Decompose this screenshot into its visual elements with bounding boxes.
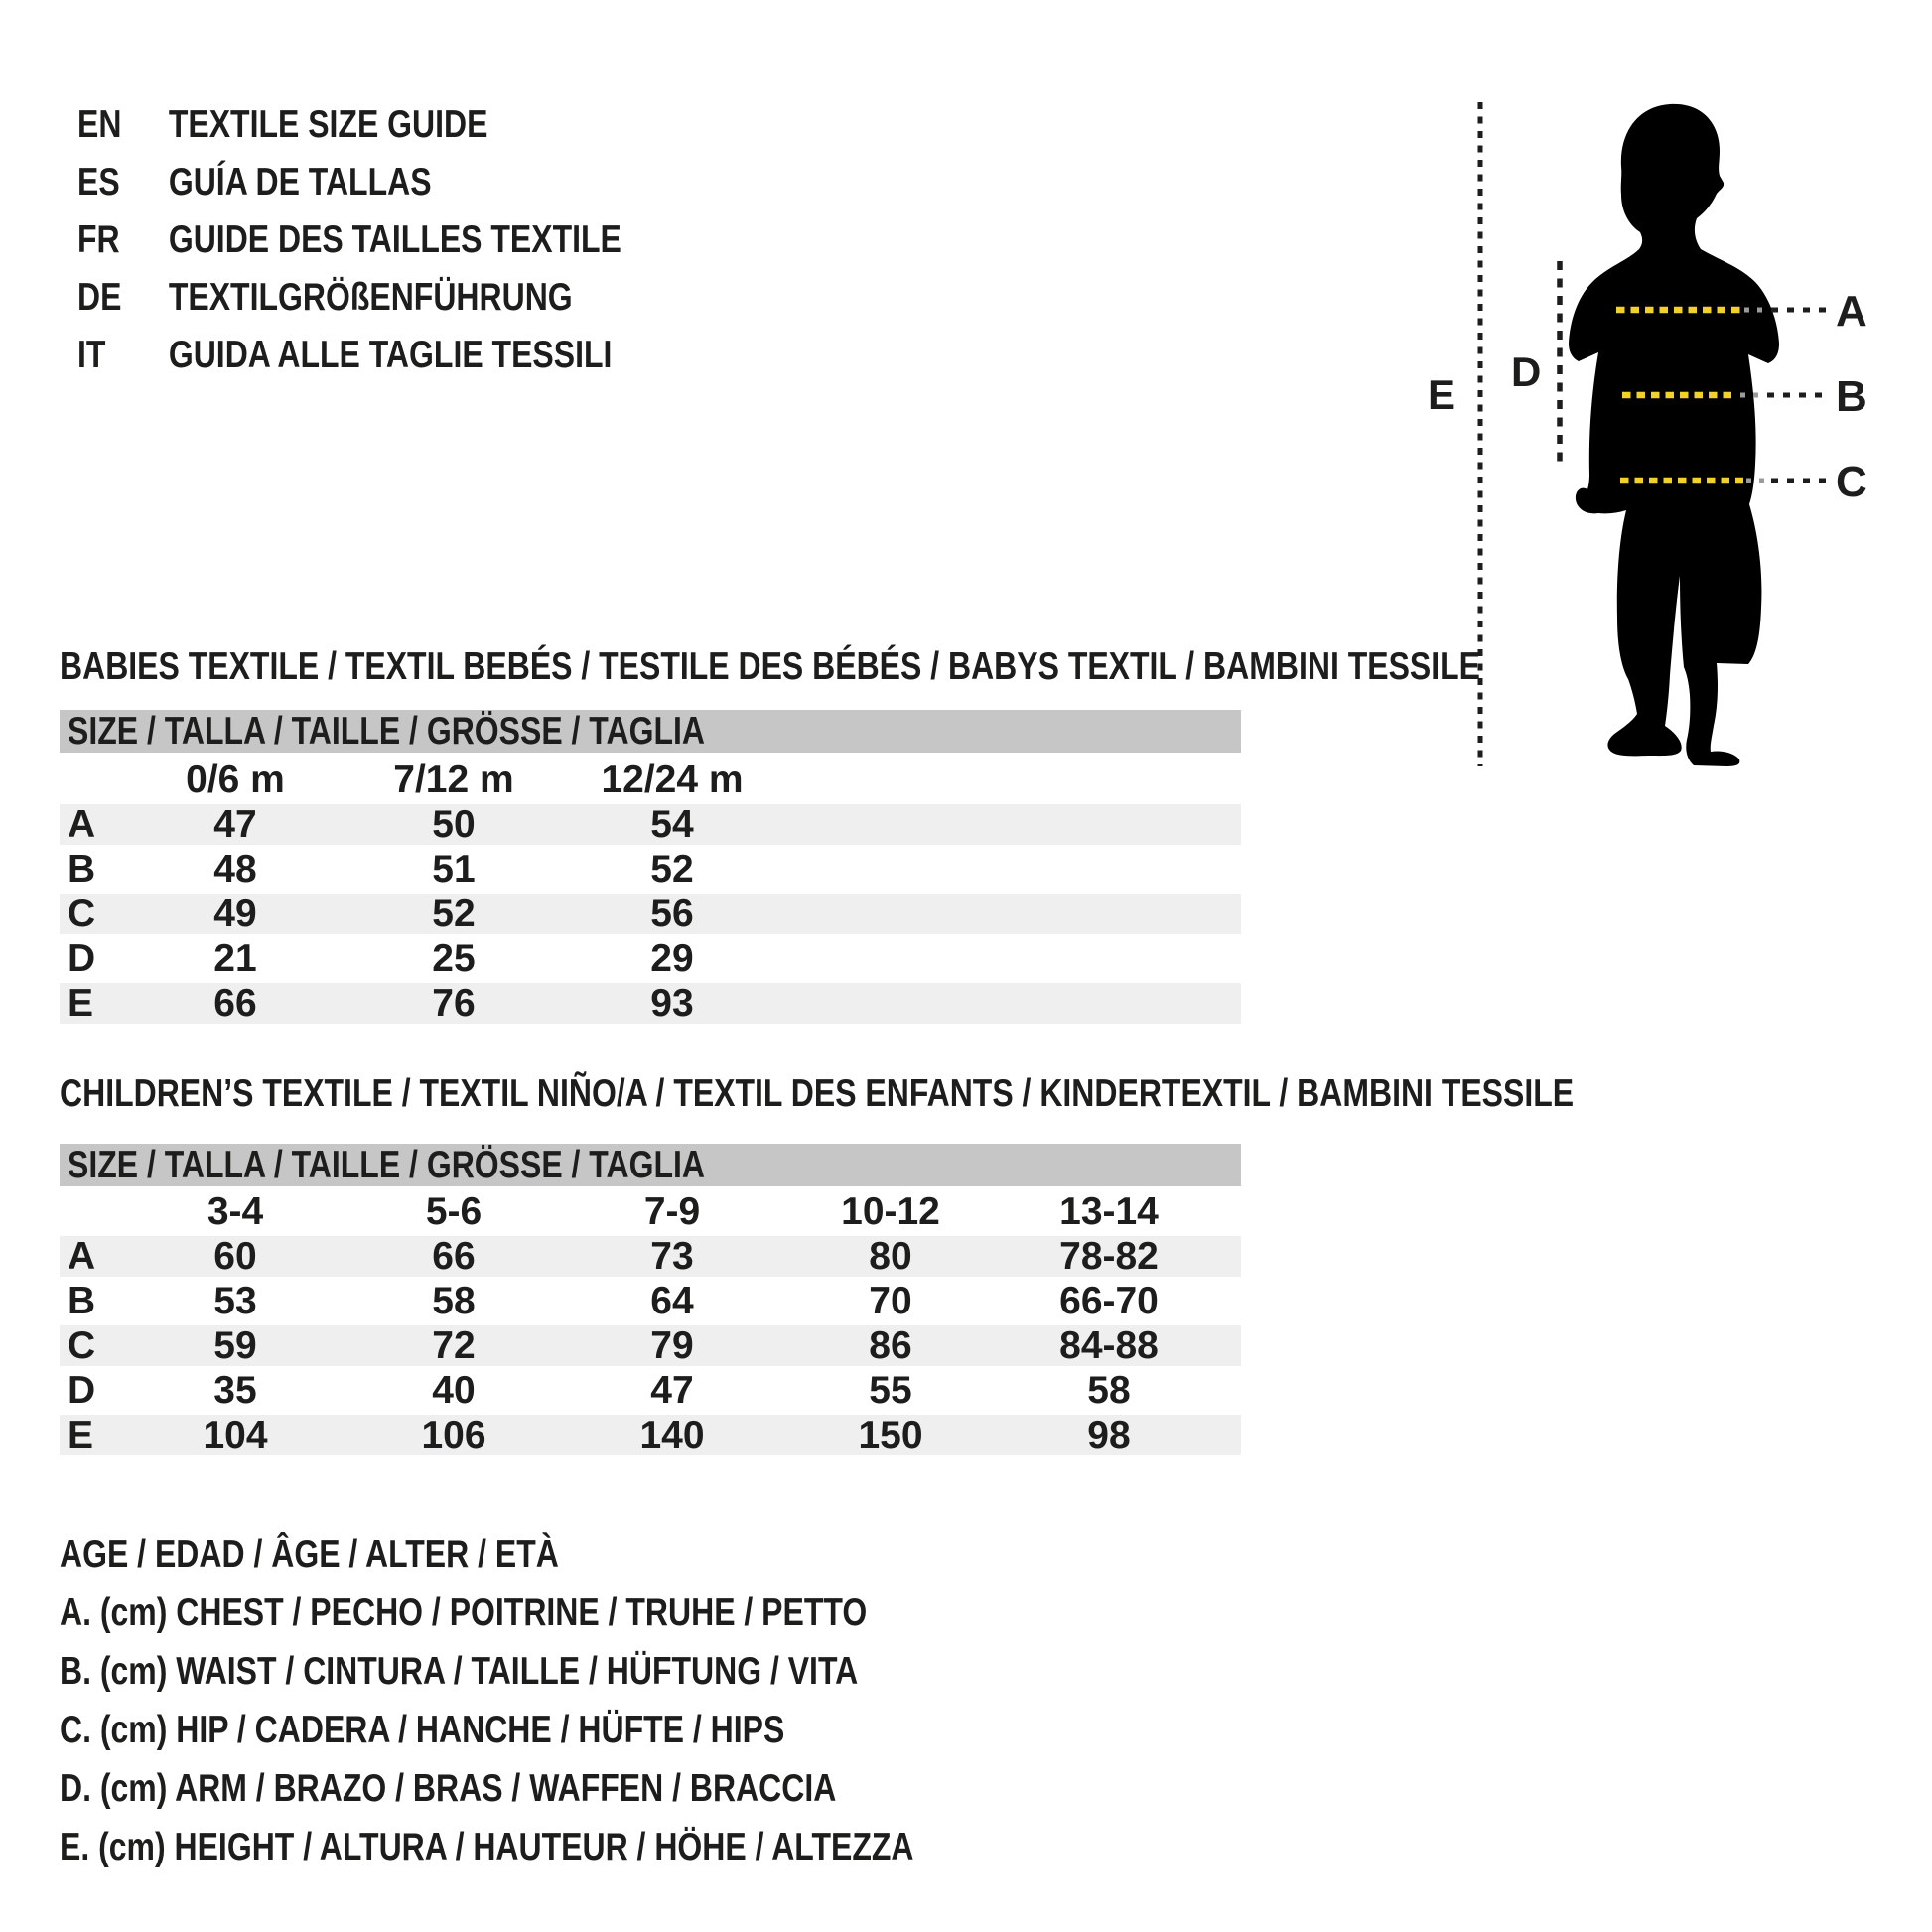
value-cell: 78-82	[1059, 1234, 1159, 1278]
value-cell: 60	[213, 1234, 257, 1278]
language-line	[77, 327, 621, 384]
table-row	[60, 981, 1241, 1026]
value-cell: 140	[639, 1413, 705, 1456]
language-line	[77, 211, 621, 269]
value-cell: 25	[432, 936, 476, 980]
column-header: 10-12	[841, 1189, 940, 1233]
value-cell: 66-70	[1059, 1279, 1159, 1322]
table-row	[60, 802, 1241, 847]
value-cell: 79	[650, 1323, 694, 1367]
column-header: 7-9	[643, 1189, 701, 1233]
table-row	[60, 847, 1241, 892]
table-row	[60, 1279, 1241, 1323]
value-cell: 98	[1087, 1413, 1131, 1456]
value-cell: 21	[213, 936, 257, 980]
language-code: ES	[77, 161, 120, 204]
table-row	[60, 936, 1241, 981]
value-cell: 59	[213, 1323, 257, 1367]
language-title: TEXTILGRÖßENFÜHRUNG	[168, 276, 573, 319]
row-label: D	[68, 936, 96, 980]
value-cell: 48	[213, 847, 257, 891]
label-b: B	[1836, 372, 1867, 421]
value-cell: 51	[432, 847, 476, 891]
value-cell: 53	[213, 1279, 257, 1322]
language-code: DE	[77, 276, 122, 319]
label-a: A	[1836, 287, 1867, 336]
value-cell: 52	[650, 847, 694, 891]
children-heading-text: CHILDREN’S TEXTILE / TEXTIL NIÑO/A / TEXTIL DES ENFANTS / KINDERTEXTIL / BAMBINI TESSILE	[60, 1072, 1575, 1115]
label-c: C	[1836, 458, 1867, 506]
legend-line: D. (cm) ARM / BRAZO / BRAS / WAFFEN / BRACCIA	[60, 1767, 837, 1810]
value-cell: 72	[432, 1323, 476, 1367]
value-cell: 40	[432, 1368, 476, 1412]
value-cell: 150	[858, 1413, 923, 1456]
children-column-headers	[60, 1189, 1241, 1234]
value-cell: 54	[650, 802, 694, 846]
babies-section-heading	[60, 645, 1792, 689]
table-row	[60, 1413, 1241, 1457]
language-title: GUÍA DE TALLAS	[168, 161, 432, 204]
legend-line: B. (cm) WAIST / CINTURA / TAILLE / HÜFTUNG / VITA	[60, 1650, 859, 1693]
table-row	[60, 892, 1241, 936]
value-cell: 55	[869, 1368, 912, 1412]
children-section-heading	[60, 1072, 1906, 1116]
value-cell: 49	[213, 892, 257, 935]
babies-heading-text: BABIES TEXTILE / TEXTIL BEBÉS / TESTILE DES BÉBÉS / BABYS TEXTIL / BAMBINI TESSILE	[60, 645, 1481, 688]
label-d: D	[1511, 348, 1542, 395]
value-cell: 47	[650, 1368, 694, 1412]
children-size-table	[60, 1144, 1241, 1457]
value-cell: 52	[432, 892, 476, 935]
legend-line: AGE / EDAD / ÂGE / ALTER / ETÀ	[60, 1533, 559, 1576]
row-label: E	[68, 1413, 94, 1456]
label-e: E	[1428, 371, 1456, 418]
row-label: C	[68, 892, 96, 935]
value-cell: 86	[869, 1323, 912, 1367]
value-cell: 58	[1087, 1368, 1131, 1412]
language-code: EN	[77, 103, 122, 146]
value-cell: 93	[650, 981, 694, 1025]
table-row	[60, 1234, 1241, 1279]
column-header: 7/12 m	[393, 758, 514, 801]
column-header: 0/6 m	[186, 758, 285, 801]
language-code: IT	[77, 334, 106, 376]
value-cell: 106	[421, 1413, 486, 1456]
language-code: FR	[77, 218, 120, 261]
language-line	[77, 269, 621, 327]
value-cell: 73	[650, 1234, 694, 1278]
value-cell: 104	[203, 1413, 268, 1456]
column-header: 3-4	[207, 1189, 264, 1233]
table-row	[60, 1368, 1241, 1413]
legend-line: E. (cm) HEIGHT / ALTURA / HAUTEUR / HÖHE / ALTEZZA	[60, 1826, 914, 1868]
table-row	[60, 1323, 1241, 1368]
value-cell: 58	[432, 1279, 476, 1322]
children-rows	[60, 1234, 1241, 1457]
value-cell: 47	[213, 802, 257, 846]
language-title: GUIDE DES TAILLES TEXTILE	[168, 218, 621, 261]
column-header: 12/24 m	[601, 758, 744, 801]
babies-column-headers	[60, 758, 1241, 802]
value-cell: 66	[432, 1234, 476, 1278]
babies-size-bar	[60, 710, 1241, 753]
babies-size-bar-text: SIZE / TALLA / TAILLE / GRÖSSE / TAGLIA	[68, 710, 705, 753]
language-line	[77, 96, 621, 154]
value-cell: 84-88	[1059, 1323, 1159, 1367]
legend-line: A. (cm) CHEST / PECHO / POITRINE / TRUHE / PETTO	[60, 1591, 868, 1634]
babies-rows	[60, 802, 1241, 1026]
row-label: A	[68, 1234, 96, 1278]
row-label: C	[68, 1323, 96, 1367]
row-label: A	[68, 802, 96, 846]
value-cell: 29	[650, 936, 694, 980]
value-cell: 80	[869, 1234, 912, 1278]
value-cell: 64	[650, 1279, 694, 1322]
row-label: D	[68, 1368, 96, 1412]
measurement-legend	[60, 1525, 1101, 1876]
row-label: B	[68, 847, 96, 891]
value-cell: 76	[432, 981, 476, 1025]
column-header: 13-14	[1059, 1189, 1159, 1233]
babies-size-table	[60, 710, 1241, 1026]
value-cell: 70	[869, 1279, 912, 1322]
language-title: TEXTILE SIZE GUIDE	[168, 103, 488, 146]
language-title: GUIDA ALLE TAGLIE TESSILI	[168, 334, 613, 376]
value-cell: 66	[213, 981, 257, 1025]
language-list	[77, 96, 741, 384]
row-label: B	[68, 1279, 96, 1322]
children-size-bar-text: SIZE / TALLA / TAILLE / GRÖSSE / TAGLIA	[68, 1144, 705, 1186]
column-header: 5-6	[425, 1189, 483, 1233]
language-line	[77, 154, 621, 211]
children-size-bar	[60, 1144, 1241, 1186]
row-label: E	[68, 981, 94, 1025]
legend-line: C. (cm) HIP / CADERA / HANCHE / HÜFTE / HIPS	[60, 1709, 785, 1751]
value-cell: 35	[213, 1368, 257, 1412]
value-cell: 56	[650, 892, 694, 935]
value-cell: 50	[432, 802, 476, 846]
